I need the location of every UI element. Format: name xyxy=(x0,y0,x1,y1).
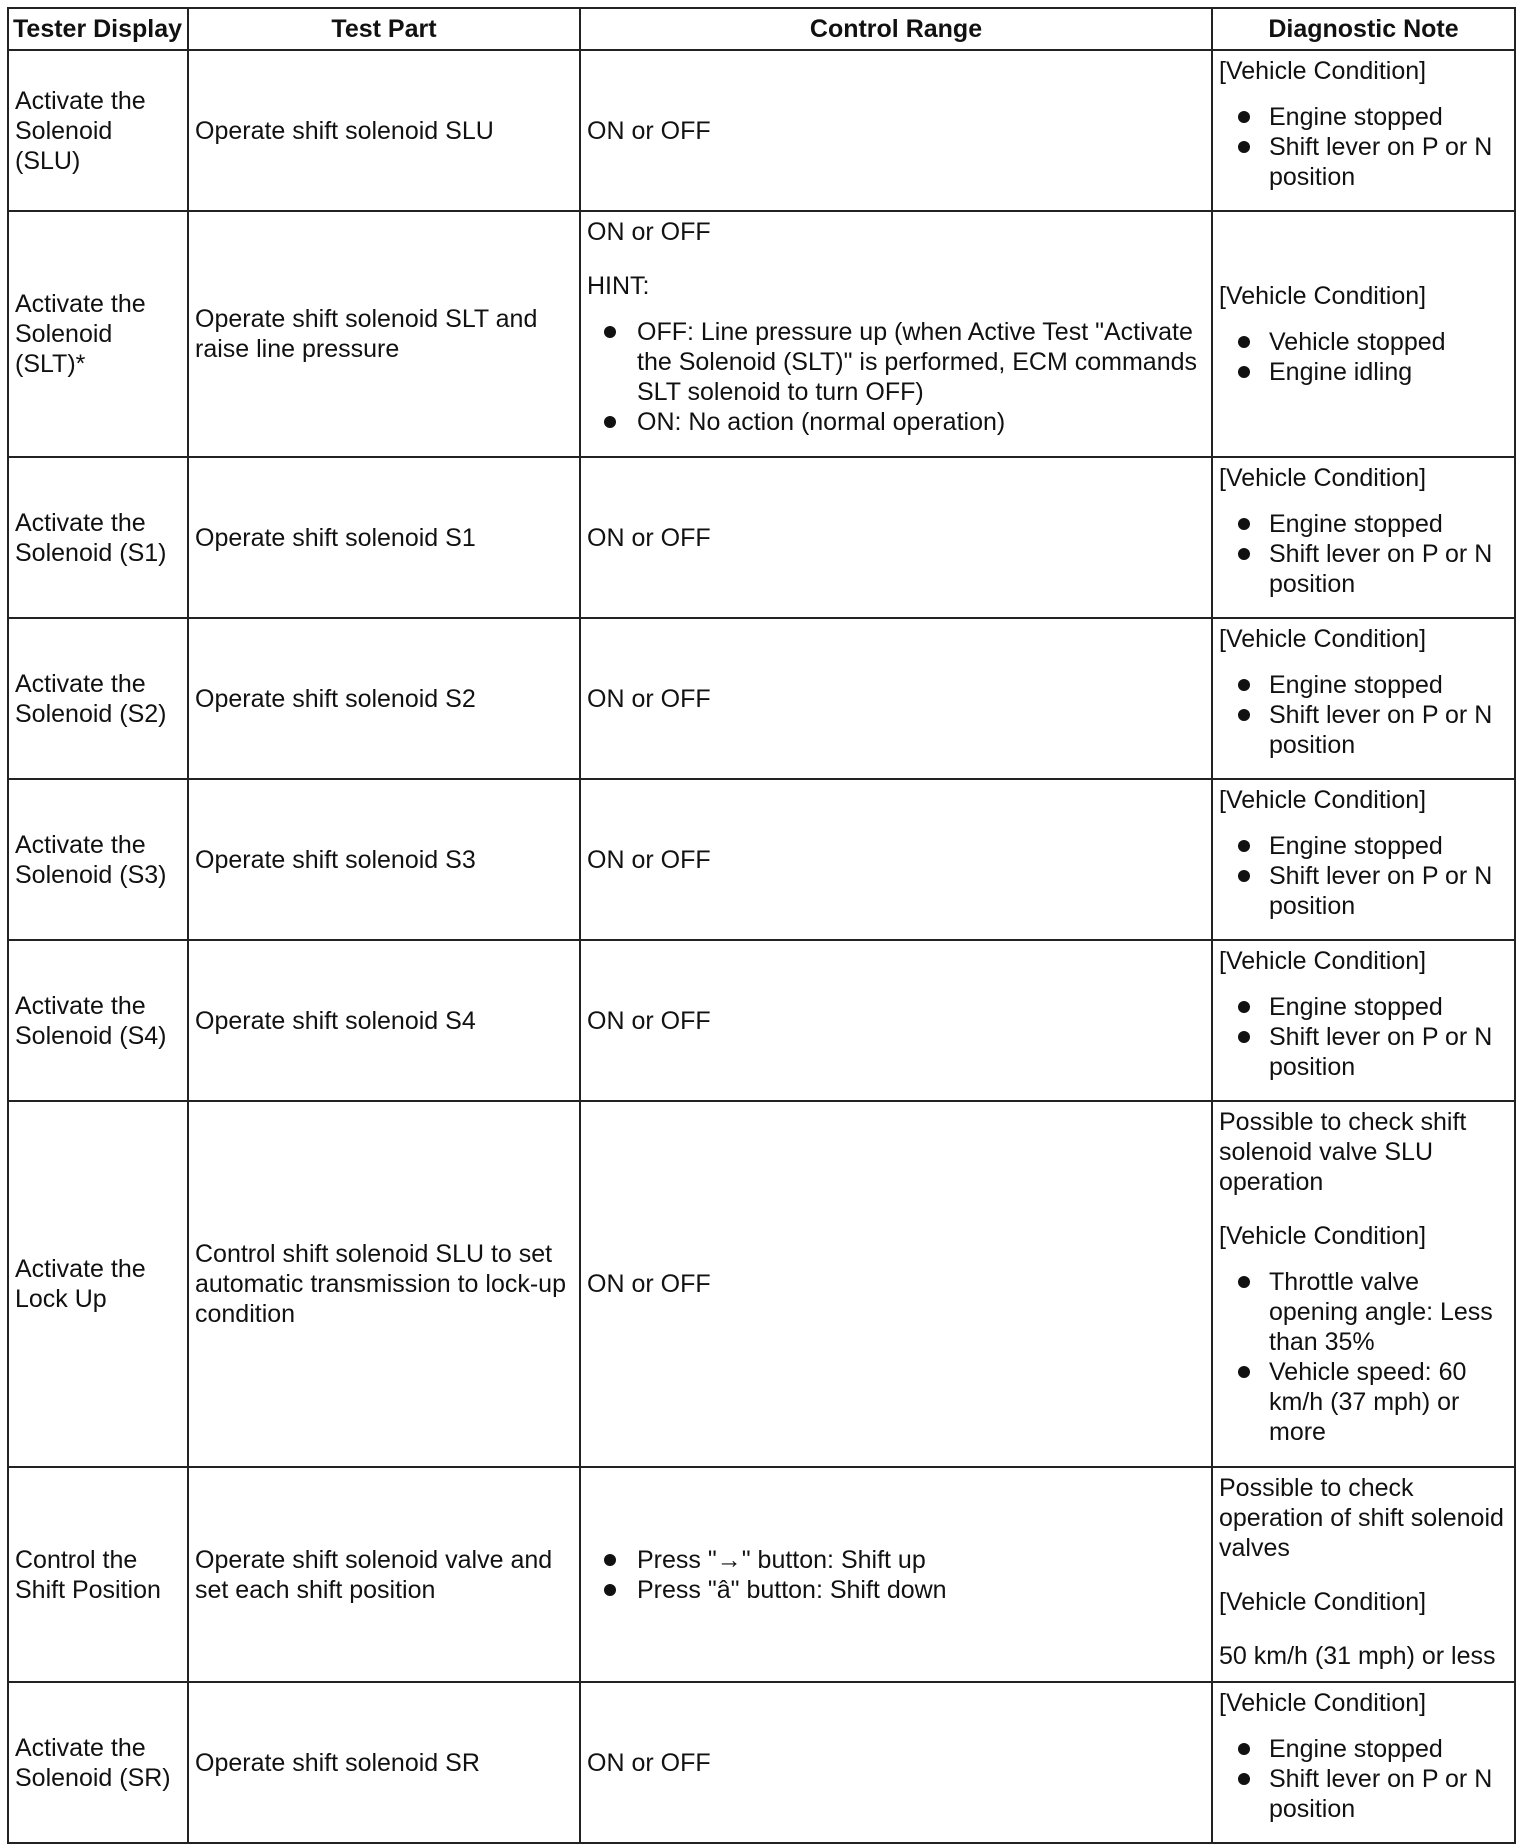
table-row xyxy=(8,1101,1515,1467)
diagnostic-note-cell xyxy=(1212,1682,1515,1843)
condition-list xyxy=(1219,670,1508,760)
condition-list xyxy=(1219,992,1508,1082)
table-row xyxy=(8,1682,1515,1843)
header-row xyxy=(8,8,1515,50)
tester-display-cell: Activate the Solenoid (S3) xyxy=(8,779,188,940)
test-part-cell: Control shift solenoid SLU to set automatic transmission to lock-up condition xyxy=(188,1101,580,1467)
button-list xyxy=(587,1545,1205,1605)
test-part-cell: Operate shift solenoid valve and set each shift position xyxy=(188,1467,580,1682)
table-row xyxy=(8,1467,1515,1682)
diagnostic-note-cell xyxy=(1212,211,1515,457)
hint-label: HINT: xyxy=(587,272,650,300)
diagnostic-note-cell xyxy=(1212,50,1515,211)
list-item: Shift lever on P or N position xyxy=(1269,1022,1508,1082)
list-item: Throttle valve opening angle: Less than 35% xyxy=(1269,1267,1508,1357)
vehicle-condition-label: [Vehicle Condition] xyxy=(1219,282,1427,310)
list-item: Engine stopped xyxy=(1269,102,1508,132)
test-part-cell: Operate shift solenoid SR xyxy=(188,1682,580,1843)
diagnostic-note-cell xyxy=(1212,1467,1515,1682)
vehicle-condition-label: [Vehicle Condition] xyxy=(1219,1222,1427,1250)
vehicle-condition-label: [Vehicle Condition] xyxy=(1219,1689,1427,1717)
test-part-cell: Operate shift solenoid S4 xyxy=(188,940,580,1101)
diagnostic-note-cell xyxy=(1212,618,1515,779)
test-part-cell: Operate shift solenoid SLT and raise line pressure xyxy=(188,211,580,457)
condition-list xyxy=(1219,102,1508,192)
control-range-cell: ON or OFF xyxy=(580,618,1212,779)
table-row xyxy=(8,211,1515,457)
speed-condition: 50 km/h (31 mph) or less xyxy=(1219,1642,1496,1670)
header-diagnostic-note: Diagnostic Note xyxy=(1212,8,1515,50)
vehicle-condition-label: [Vehicle Condition] xyxy=(1219,786,1427,814)
diagnostic-note-cell xyxy=(1212,457,1515,618)
diagnostic-note-cell xyxy=(1212,779,1515,940)
vehicle-condition-label: [Vehicle Condition] xyxy=(1219,464,1427,492)
condition-list xyxy=(1219,831,1508,921)
table-row xyxy=(8,457,1515,618)
vehicle-condition-label: [Vehicle Condition] xyxy=(1219,947,1427,975)
condition-list xyxy=(1219,509,1508,599)
control-range-cell: ON or OFF xyxy=(580,779,1212,940)
list-item: Engine stopped xyxy=(1269,831,1508,861)
list-item: ON: No action (normal operation) xyxy=(637,407,1205,437)
list-item: Engine stopped xyxy=(1269,1734,1508,1764)
list-item: OFF: Line pressure up (when Active Test "Activate the Solenoid (SLT)" is performed, ECM commands SLT solenoid to turn OFF) xyxy=(637,317,1205,407)
list-item: Engine stopped xyxy=(1269,992,1508,1022)
vehicle-condition-label: [Vehicle Condition] xyxy=(1219,57,1427,85)
list-item: Shift lever on P or N position xyxy=(1269,861,1508,921)
note-intro: Possible to check shift solenoid valve SLU operation xyxy=(1219,1108,1467,1196)
table-row xyxy=(8,50,1515,211)
tester-display-cell: Control the Shift Position xyxy=(8,1467,188,1682)
control-range-cell: ON or OFF xyxy=(580,457,1212,618)
range-value: ON or OFF xyxy=(587,218,711,246)
list-item: Press "â" button: Shift down xyxy=(637,1575,1205,1605)
test-part-cell: Operate shift solenoid S2 xyxy=(188,618,580,779)
active-test-table-container xyxy=(7,7,1516,1844)
tester-display-cell: Activate the Solenoid (SLT)* xyxy=(8,211,188,457)
tester-display-cell: Activate the Solenoid (S1) xyxy=(8,457,188,618)
tester-display-cell: Activate the Lock Up xyxy=(8,1101,188,1467)
vehicle-condition-label: [Vehicle Condition] xyxy=(1219,1588,1427,1616)
note-intro: Possible to check operation of shift solenoid valves xyxy=(1219,1474,1504,1562)
header-control-range: Control Range xyxy=(580,8,1212,50)
control-range-cell xyxy=(580,1467,1212,1682)
list-item: Shift lever on P or N position xyxy=(1269,700,1508,760)
control-range-cell xyxy=(580,211,1212,457)
list-item: Shift lever on P or N position xyxy=(1269,539,1508,599)
header-test-part: Test Part xyxy=(188,8,580,50)
list-item: Vehicle stopped xyxy=(1269,327,1508,357)
hint-list xyxy=(587,317,1205,437)
condition-list xyxy=(1219,1267,1508,1447)
diagnostic-note-cell xyxy=(1212,940,1515,1101)
list-item: Press "→" button: Shift up xyxy=(637,1545,1205,1575)
control-range-cell: ON or OFF xyxy=(580,1101,1212,1467)
tester-display-cell: Activate the Solenoid (S4) xyxy=(8,940,188,1101)
condition-list xyxy=(1219,1734,1508,1824)
tester-display-cell: Activate the Solenoid (S2) xyxy=(8,618,188,779)
control-range-cell: ON or OFF xyxy=(580,50,1212,211)
diagnostic-note-cell xyxy=(1212,1101,1515,1467)
list-item: Shift lever on P or N position xyxy=(1269,132,1508,192)
list-item: Shift lever on P or N position xyxy=(1269,1764,1508,1824)
list-item: Engine stopped xyxy=(1269,670,1508,700)
tester-display-cell: Activate the Solenoid (SLU) xyxy=(8,50,188,211)
list-item: Engine stopped xyxy=(1269,509,1508,539)
table-row xyxy=(8,940,1515,1101)
active-test-table xyxy=(7,7,1516,1844)
list-item: Engine idling xyxy=(1269,357,1508,387)
control-range-cell: ON or OFF xyxy=(580,940,1212,1101)
tester-display-cell: Activate the Solenoid (SR) xyxy=(8,1682,188,1843)
test-part-cell: Operate shift solenoid SLU xyxy=(188,50,580,211)
list-item: Vehicle speed: 60 km/h (37 mph) or more xyxy=(1269,1357,1508,1447)
header-tester-display: Tester Display xyxy=(8,8,188,50)
control-range-cell: ON or OFF xyxy=(580,1682,1212,1843)
condition-list xyxy=(1219,327,1508,387)
test-part-cell: Operate shift solenoid S3 xyxy=(188,779,580,940)
test-part-cell: Operate shift solenoid S1 xyxy=(188,457,580,618)
table-row xyxy=(8,779,1515,940)
table-row xyxy=(8,618,1515,779)
vehicle-condition-label: [Vehicle Condition] xyxy=(1219,625,1427,653)
